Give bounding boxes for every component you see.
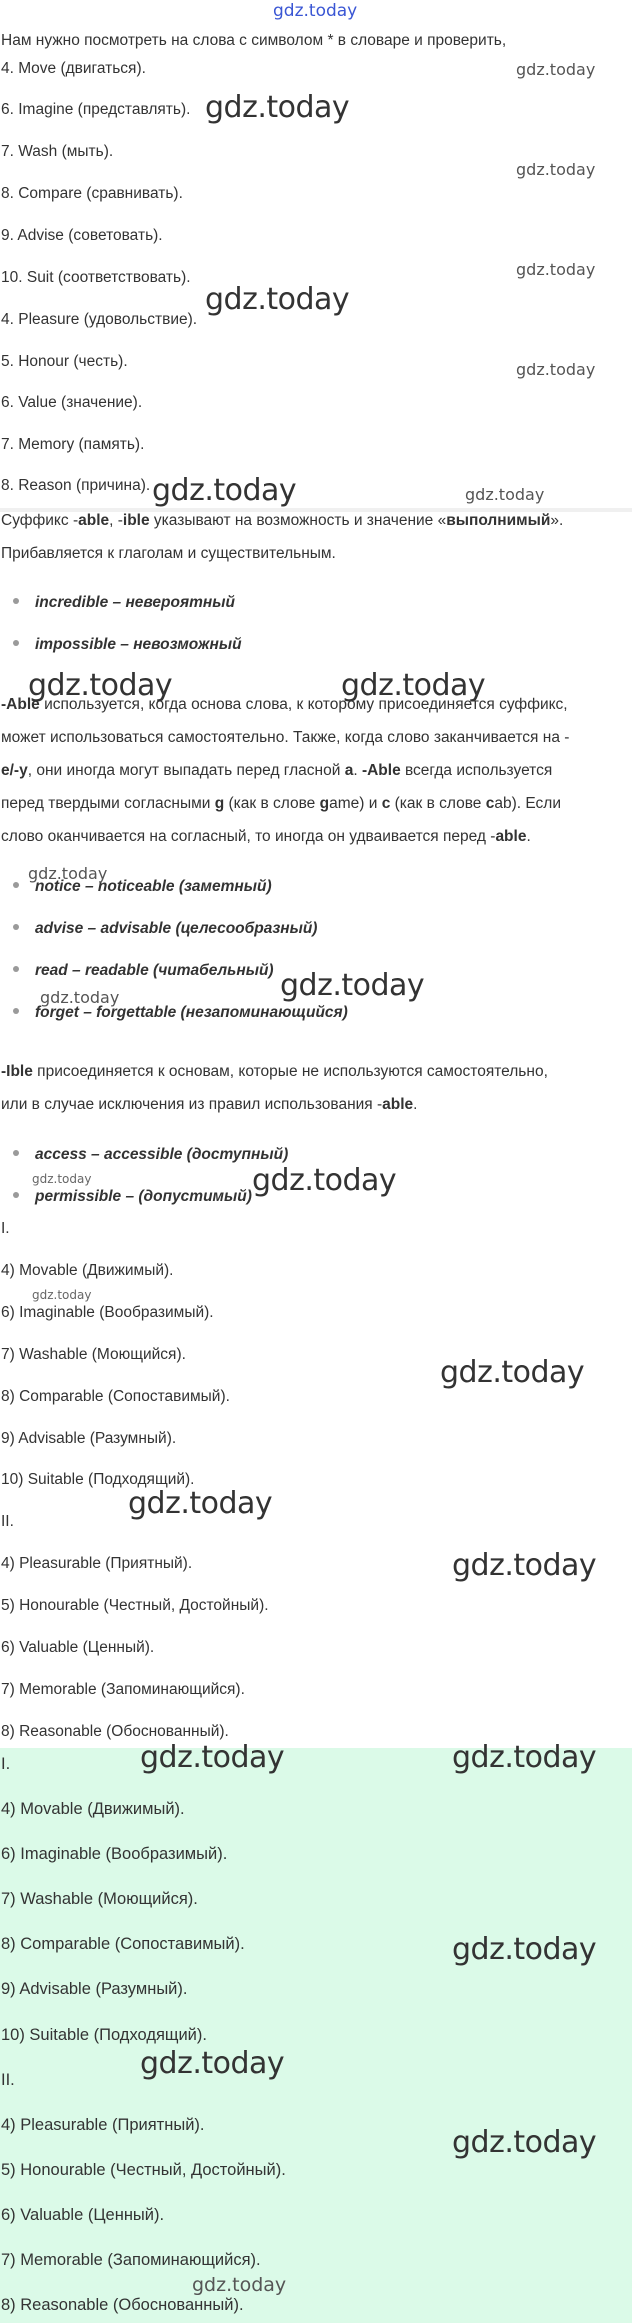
watermark: gdz.today xyxy=(28,668,173,703)
answer-item: 9) Advisable (Разумный). xyxy=(1,1430,177,1447)
answer-item: 4) Pleasurable (Приятный). xyxy=(1,1555,193,1572)
part-label: I. xyxy=(1,1220,10,1237)
paragraph-suffix: Суффикс -able, -ible указывают на возможность и значение «выполнимый». xyxy=(1,512,564,529)
watermark: gdz.today xyxy=(40,988,120,1007)
answer-item: 8) Reasonable (Обоснованный). xyxy=(1,1723,229,1740)
part-label: II. xyxy=(1,2071,15,2089)
part-label: I. xyxy=(1,1755,11,1773)
intro-text: Нам нужно посмотреть на слова с символом * в словаре и проверить, xyxy=(1,32,507,49)
answer-item: 10) Suitable (Подходящий). xyxy=(1,1471,195,1488)
answer-item: 7) Memorable (Запоминающийся). xyxy=(1,1681,245,1698)
list-item: 8. Reason (причина). xyxy=(1,477,151,494)
answer-item: 8) Comparable (Сопоставимый). xyxy=(1,1935,245,1953)
watermark: gdz.today xyxy=(32,1172,92,1186)
watermark: gdz.today xyxy=(516,60,596,79)
list-item: 10. Suit (соответствовать). xyxy=(1,269,191,286)
answer-item: 7) Washable (Моющийся). xyxy=(1,1346,186,1363)
answer-item: 4) Movable (Движимый). xyxy=(1,1800,185,1818)
bullet-icon xyxy=(13,1008,19,1014)
watermark: gdz.today xyxy=(252,1163,397,1198)
answer-item: 5) Honourable (Честный, Достойный). xyxy=(1,2161,286,2179)
list-item: 7. Wash (мыть). xyxy=(1,143,114,160)
paragraph-able-line3: e/-y, они иногда могут выпадать перед гласной a. -Able всегда используется xyxy=(1,762,553,779)
watermark: gdz.today xyxy=(465,485,545,504)
watermark: gdz.today xyxy=(192,2274,287,2296)
paragraph-able-line5: слово оканчивается на согласный, то иногда он удваивается перед -able. xyxy=(1,828,531,845)
bullet-icon xyxy=(13,966,19,972)
watermark: gdz.today xyxy=(280,968,425,1003)
example-item: read – readable (читабельный) xyxy=(13,962,274,980)
watermark: gdz.today xyxy=(516,160,596,179)
watermark: gdz.today xyxy=(205,282,350,317)
example-item: access – accessible (доступный) xyxy=(13,1146,288,1164)
bullet-icon xyxy=(13,1192,19,1198)
example-item: forget – forgettable (незапоминающийся) xyxy=(13,1004,348,1022)
answer-item: 6) Valuable (Ценный). xyxy=(1,1639,155,1656)
answer-item: 8) Comparable (Сопоставимый). xyxy=(1,1388,230,1405)
watermark: gdz.today xyxy=(140,2046,285,2081)
example-item: advise – advisable (целесообразный) xyxy=(13,920,317,938)
watermark: gdz.today xyxy=(516,360,596,379)
paragraph-ible-line1: -Ible присоединяется к основам, которые не используются самостоятельно, xyxy=(1,1063,548,1080)
answer-item: 7) Memorable (Запоминающийся). xyxy=(1,2251,261,2269)
bullet-icon xyxy=(13,598,19,604)
answer-item: 6) Valuable (Ценный). xyxy=(1,2206,165,2224)
watermark: gdz.today xyxy=(32,1288,92,1302)
example-item: incredible – невероятный xyxy=(13,594,235,612)
watermark: gdz.today xyxy=(452,1548,597,1583)
bullet-icon xyxy=(13,924,19,930)
answer-item: 9) Advisable (Разумный). xyxy=(1,1980,188,1998)
paragraph-ible-line2: или в случае исключения из правил использования -able. xyxy=(1,1096,418,1113)
watermark: gdz.today xyxy=(452,1932,597,1967)
answer-item: 4) Pleasurable (Приятный). xyxy=(1,2116,205,2134)
bullet-icon xyxy=(13,882,19,888)
paragraph-suffix-line2: Прибавляется к глаголам и существительным. xyxy=(1,545,336,562)
list-item: 4. Pleasure (удовольствие). xyxy=(1,311,198,328)
list-item: 9. Advise (советовать). xyxy=(1,227,163,244)
paragraph-able-line4: перед твердыми согласными g (как в слове game) и c (как в слове cab). Если xyxy=(1,795,562,812)
answer-item: 6) Imaginable (Вообразимый). xyxy=(1,1845,228,1863)
bullet-icon xyxy=(13,1150,19,1156)
list-item: 5. Honour (честь). xyxy=(1,353,128,370)
bullet-icon xyxy=(13,640,19,646)
paragraph-able-line2: может использоваться самостоятельно. Также, когда слово заканчивается на - xyxy=(1,729,570,746)
watermark: gdz.today xyxy=(28,864,108,883)
answer-item: 6) Imaginable (Вообразимый). xyxy=(1,1304,214,1321)
part-label: II. xyxy=(1,1513,14,1530)
example-item: impossible – невозможный xyxy=(13,636,242,654)
list-item: 4. Move (двигаться). xyxy=(1,60,146,77)
watermark: gdz.today xyxy=(452,1740,597,1775)
paragraph-able-line1: -Able используется, когда основа слова, к которому присоединяется суффикс, xyxy=(1,696,568,713)
watermark: gdz.today xyxy=(452,2125,597,2160)
answer-item: 10) Suitable (Подходящий). xyxy=(1,2026,207,2044)
watermark: gdz.today xyxy=(152,473,297,508)
example-item: permissible – (допустимый) xyxy=(13,1188,252,1206)
answer-item: 5) Honourable (Честный, Достойный). xyxy=(1,1597,269,1614)
watermark: gdz.today xyxy=(128,1486,273,1521)
answer-item: 7) Washable (Моющийся). xyxy=(1,1890,198,1908)
answer-item: 8) Reasonable (Обоснованный). xyxy=(1,2296,244,2314)
watermark: gdz.today xyxy=(440,1355,585,1390)
watermark: gdz.today xyxy=(140,1740,285,1775)
example-item: notice – noticeable (заметный) xyxy=(13,878,272,896)
list-item: 6. Value (значение). xyxy=(1,394,143,411)
answer-item: 4) Movable (Движимый). xyxy=(1,1262,174,1279)
list-item: 6. Imagine (представлять). xyxy=(1,101,191,118)
top-logo: gdz.today xyxy=(273,1,358,21)
list-item: 7. Memory (память). xyxy=(1,436,145,453)
watermark: gdz.today xyxy=(516,260,596,279)
watermark: gdz.today xyxy=(341,668,486,703)
watermark: gdz.today xyxy=(205,90,350,125)
list-item: 8. Compare (сравнивать). xyxy=(1,185,183,202)
